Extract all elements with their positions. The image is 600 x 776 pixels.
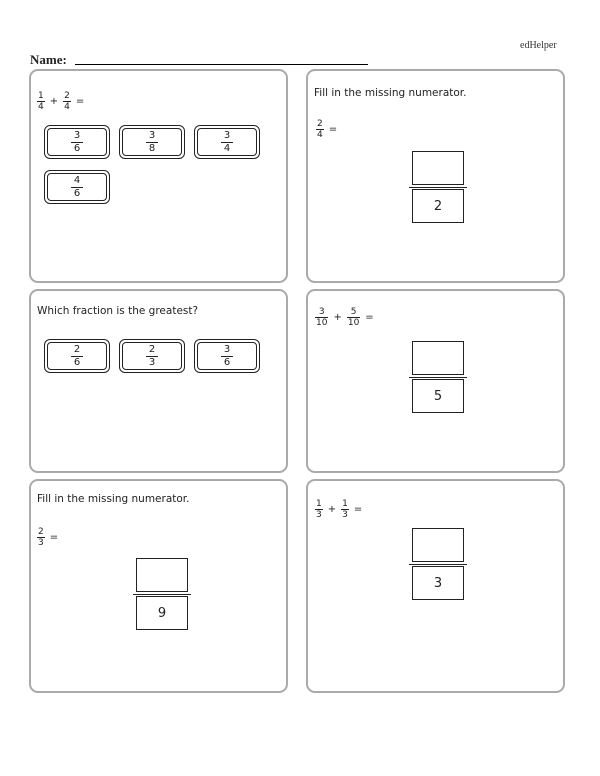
missing-numerator-box[interactable] xyxy=(412,528,464,562)
fraction: $\frac{2}{4}$ xyxy=(317,119,323,140)
fraction-bar xyxy=(409,377,467,378)
fraction-bar xyxy=(409,187,467,188)
denominator-box: 2 xyxy=(412,189,464,223)
fraction: $\frac{5}{10}$ xyxy=(347,307,360,328)
missing-numerator-box[interactable] xyxy=(412,341,464,375)
answer-fraction xyxy=(412,341,464,413)
choice-button[interactable]: $\frac{4}{6}$ xyxy=(44,170,110,204)
answer-fraction xyxy=(412,528,464,600)
fraction-bar xyxy=(409,564,467,565)
fraction: $\frac{2}{3}$ xyxy=(38,527,44,548)
equals-sign: = xyxy=(365,312,374,323)
choice-button[interactable]: $\frac{3}{6}$ xyxy=(194,339,260,373)
name-label: Name: xyxy=(30,52,67,67)
brand-label: edHelper xyxy=(520,40,557,51)
choice-button[interactable]: $\frac{3}{4}$ xyxy=(194,125,260,159)
equals-sign: = xyxy=(328,124,338,135)
plus-sign: + xyxy=(327,504,337,515)
plus-sign: + xyxy=(49,96,59,107)
name-line[interactable] xyxy=(75,64,368,65)
fraction: $\frac{1}{3}$ xyxy=(316,499,322,520)
problem-panel-2 xyxy=(306,69,565,283)
expression xyxy=(315,499,367,520)
equals-sign: = xyxy=(49,532,59,543)
fraction: $\frac{2}{4}$ xyxy=(64,91,70,112)
problem-panel-3 xyxy=(29,289,288,473)
choice-button[interactable]: $\frac{3}{8}$ xyxy=(119,125,185,159)
problem-panel-4 xyxy=(306,289,565,473)
plus-sign: + xyxy=(333,312,342,323)
prompt-text: Which fraction is the greatest? xyxy=(37,305,199,317)
problem-panel-6 xyxy=(306,479,565,693)
missing-numerator-box[interactable] xyxy=(412,151,464,185)
choice-button[interactable]: $\frac{2}{3}$ xyxy=(119,339,185,373)
denominator-box: 3 xyxy=(412,566,464,600)
equals-sign: = xyxy=(353,504,363,515)
fraction: $\frac{1}{3}$ xyxy=(342,499,348,520)
denominator-box: 5 xyxy=(412,379,464,413)
fraction-bar xyxy=(133,594,191,595)
denominator-box: 9 xyxy=(136,596,188,630)
fraction: $\frac{3}{10}$ xyxy=(316,307,328,328)
expression xyxy=(315,307,379,328)
expression xyxy=(316,119,342,140)
equals-sign: = xyxy=(75,96,85,107)
prompt-text: Fill in the missing numerator. xyxy=(314,87,467,99)
missing-numerator-box[interactable] xyxy=(136,558,188,592)
problem-panel-1 xyxy=(29,69,288,283)
expression xyxy=(37,91,89,112)
prompt-text: Fill in the missing numerator. xyxy=(37,493,190,505)
expression xyxy=(37,527,63,548)
choice-button[interactable]: $\frac{3}{6}$ xyxy=(44,125,110,159)
choice-button[interactable]: $\frac{2}{6}$ xyxy=(44,339,110,373)
answer-fraction xyxy=(412,151,464,223)
answer-fraction xyxy=(136,558,188,630)
problem-panel-5 xyxy=(29,479,288,693)
fraction: $\frac{1}{4}$ xyxy=(38,91,44,112)
